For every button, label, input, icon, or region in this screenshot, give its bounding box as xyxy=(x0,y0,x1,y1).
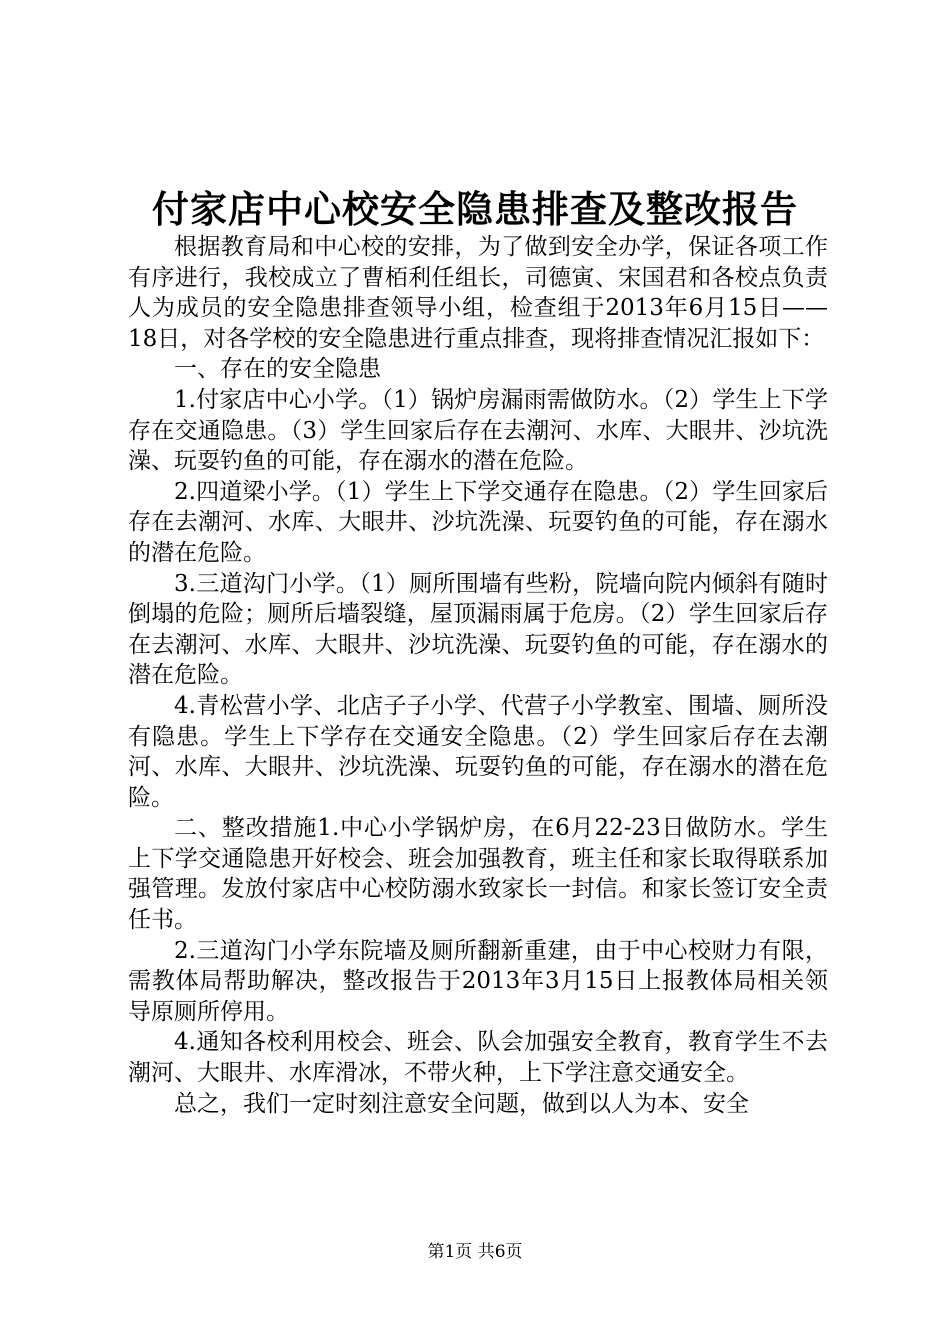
paragraph-intro: 根据教育局和中心校的安排，为了做到安全办学，保证各项工作有序进行，我校成立了曹栢利任组长，司德寅、宋国君和各校点负责人为成员的安全隐患排查领导小组，检查组于2013年6月15日——18日，对各学校的安全隐患进行重点排查，现将排查情况汇报如下： xyxy=(128,234,828,352)
paragraph-item-4: 4.青松营小学、北店子子小学、代营子小学教室、围墙、厕所没有隐患。学生上下学存在交通安全隐患。（2）学生回家后存在去潮河、水库、大眼井、沙坑洗澡、玩耍钓鱼的可能，存在溺水的潜在危险。 xyxy=(128,692,828,811)
paragraph-measures-2: 2.三道沟门小学东院墙及厕所翻新重建，由于中心校财力有限，需教体局帮助解决，整改报告于2013年3月15日上报教体局相关领导原厕所停用。 xyxy=(128,937,828,1025)
paragraph-measures-4: 4.通知各校利用校会、班会、队会加强安全教育，教育学生不去潮河、大眼井、水库滑冰，不带火种，上下学注意交通安全。 xyxy=(128,1029,828,1087)
paragraph-measures-1: 二、整改措施1.中心小学锅炉房，在6月22-23日做防水。学生上下学交通隐患开好校会、班会加强教育，班主任和家长取得联系加强管理。发放付家店中心校防溺水致家长一封信。和家长签订安全责任书。 xyxy=(128,815,828,934)
paragraph-item-2: 2.四道梁小学。（1）学生上下学交通存在隐患。（2）学生回家后存在去潮河、水库、大眼井、沙坑洗澡、玩耍钓鱼的可能，存在溺水的潜在危险。 xyxy=(128,478,828,566)
paragraph-item-1: 1.付家店中心小学。（1）锅炉房漏雨需做防水。（2）学生上下学存在交通隐患。（3）学生回家后存在去潮河、水库、大眼井、沙坑洗澡、玩耍钓鱼的可能，存在溺水的潜在危险。 xyxy=(128,386,828,475)
paragraph-item-3: 3.三道沟门小学。（1）厕所围墙有些粉，院墙向院内倾斜有随时倒塌的危险；厕所后墙裂缝，屋顶漏雨属于危房。（2）学生回家后存在去潮河、水库、大眼井、沙坑洗澡、玩耍钓鱼的可能，存在溺水的潜在危险。 xyxy=(128,570,828,689)
page-number: 第1页 共6页 xyxy=(427,1242,523,1262)
paragraph-conclusion: 总之，我们一定时刻注意安全问题，做到以人为本、安全 xyxy=(174,1090,749,1117)
section-heading-hazards: 一、存在的安全隐患 xyxy=(174,356,381,383)
document-body xyxy=(128,232,828,1119)
document-title: 付家店中心校安全隐患排查及整改报告 xyxy=(152,187,798,231)
